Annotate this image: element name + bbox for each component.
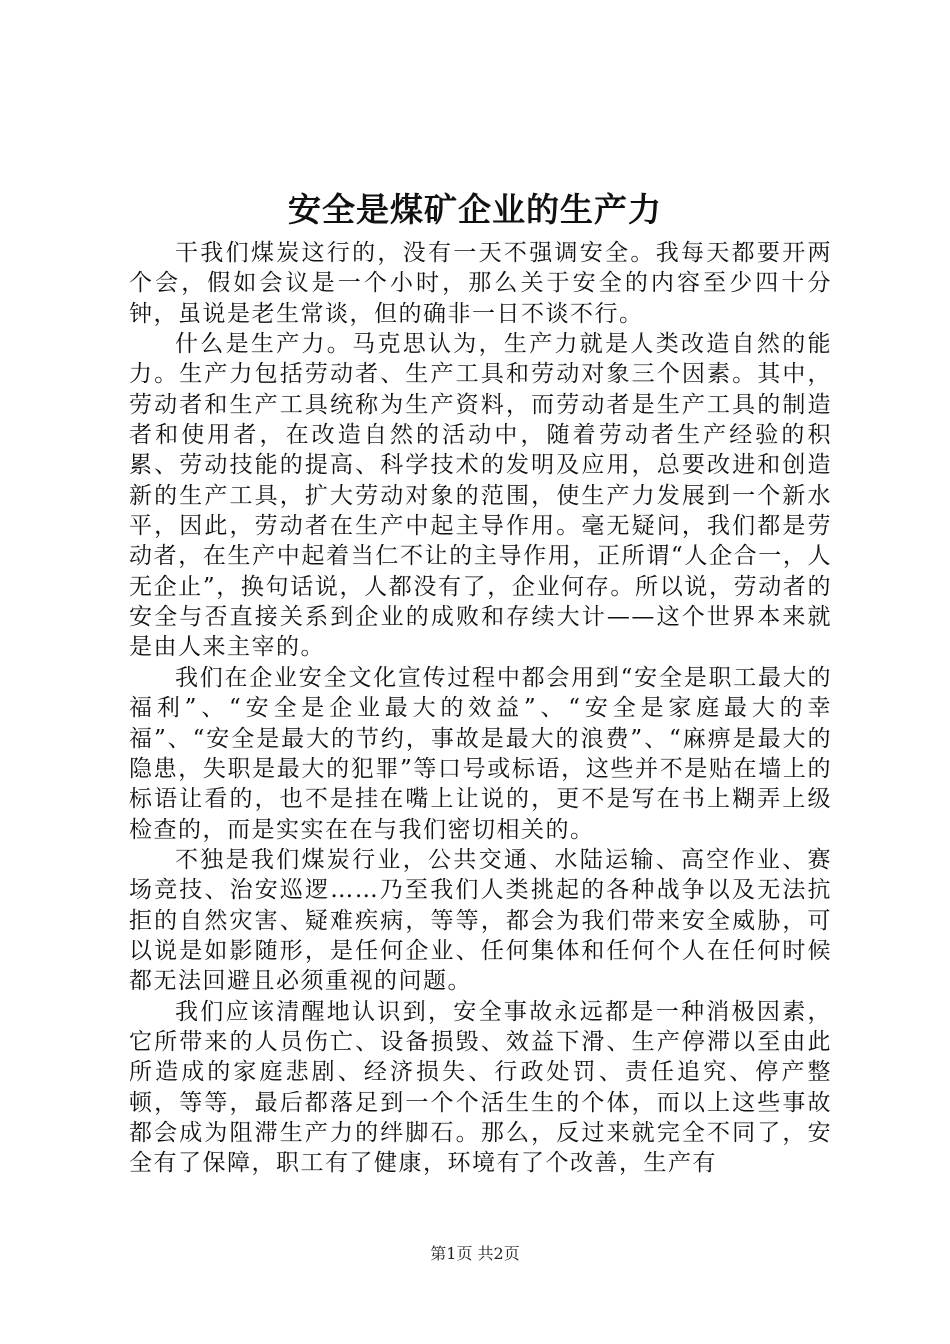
document-title: 安全是煤矿企业的生产力 <box>288 190 662 229</box>
document-body <box>129 238 832 1179</box>
paragraph-3: 我们在企业安全文化宣传过程中都会用到“安全是职工最大的福利”、“安全是企业最大的效益”、“安全是家庭最大的幸福”、“安全是最大的节约，事故是最大的浪费”、“麻痹是最大的隐患，失职是最大的犯罪”等口号或标语，这些并不是贴在墙上的标语让看的，也不是挂在嘴上让说的，更不是写在书上糊弄上级检查的，而是实实在在与我们密切相关的。 <box>129 664 832 843</box>
paragraph-5: 我们应该清醒地认识到，安全事故永远都是一种消极因素，它所带来的人员伤亡、设备损毁、效益下滑、生产停滞以至由此所造成的家庭悲剧、经济损失、行政处罚、责任追究、停产整顿，等等，最后都落足到一个个活生生的个体，而以上这些事故都会成为阻滞生产力的绊脚石。那么，反过来就完全不同了，安全有了保障，职工有了健康，环境有了个改善，生产有 <box>129 998 832 1177</box>
page-number-footer: 第1页 共2页 <box>430 1244 520 1263</box>
paragraph-1: 干我们煤炭这行的，没有一天不强调安全。我每天都要开两个会，假如会议是一个小时，那么关于安全的内容至少四十分钟，虽说是老生常谈，但的确非一日不谈不行。 <box>129 240 832 327</box>
paragraph-4: 不独是我们煤炭行业，公共交通、水陆运输、高空作业、赛场竞技、治安巡逻……乃至我们人类挑起的各种战争以及无法抗拒的自然灾害、疑难疾病，等等，都会为我们带来安全威胁，可以说是如影随形，是任何企业、任何集体和任何个人在任何时候都无法回避且必须重视的问题。 <box>129 846 832 995</box>
paragraph-2: 什么是生产力。马克思认为，生产力就是人类改造自然的能力。生产力包括劳动者、生产工具和劳动对象三个因素。其中，劳动者和生产工具统称为生产资料，而劳动者是生产工具的制造者和使用者，在改造自然的活动中，随着劳动者生产经验的积累、劳动技能的提高、科学技术的发明及应用，总要改进和创造新的生产工具，扩大劳动对象的范围，使生产力发展到一个新水平，因此，劳动者在生产中起主导作用。毫无疑问，我们都是劳动者，在生产中起着当仁不让的主导作用，正所谓“人企合一，人无企止”，换句话说，人都没有了，企业何存。所以说，劳动者的安全与否直接关系到企业的成败和存续大计——这个世界本来就是由人来主宰的。 <box>129 331 832 661</box>
